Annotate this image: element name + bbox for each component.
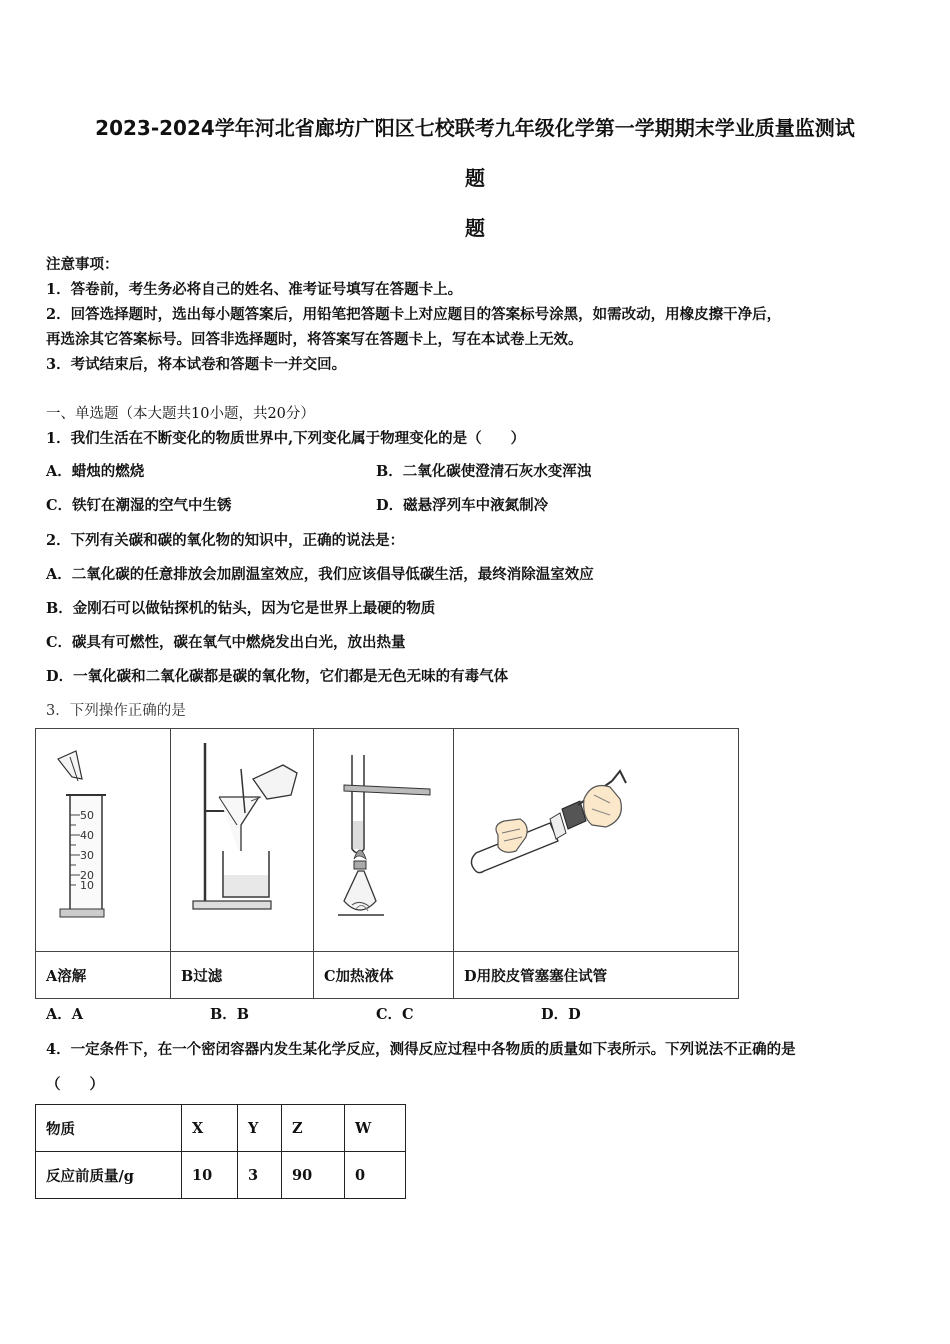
- exam-title-line3: 题: [465, 216, 485, 240]
- q4-mass-table: [35, 1104, 406, 1199]
- cell-z: 90: [282, 1152, 345, 1199]
- figure-dissolve: [36, 729, 171, 952]
- table-row: [36, 1152, 406, 1199]
- q3-operations-table: [35, 728, 739, 999]
- caption-a: A溶解: [36, 952, 171, 999]
- q3-stem: 3．下列操作正确的是: [46, 703, 186, 719]
- header-z: Z: [282, 1105, 345, 1152]
- cell-x: 10: [182, 1152, 238, 1199]
- q1-option-c: C．铁钉在潮湿的空气中生锈: [46, 497, 232, 514]
- stopper-tube-illustration: [454, 729, 738, 951]
- dissolve-illustration: [36, 729, 170, 951]
- caption-b: B过滤: [171, 952, 314, 999]
- q2-option-d: D．一氧化碳和二氧化碳都是碳的氧化物，它们都是无色无味的有毒气体: [46, 668, 509, 685]
- q4-paren: （ ）: [46, 1076, 104, 1093]
- cylinder-mark-30: 30: [80, 849, 94, 862]
- cylinder-mark-10: 10: [80, 879, 94, 892]
- caption-c: C加热液体: [314, 952, 454, 999]
- q1-stem: 1．我们生活在不断变化的物质世界中,下列变化属于物理变化的是（ ）: [46, 430, 526, 447]
- table-header-row: [36, 1105, 406, 1152]
- q1-option-b: B．二氧化碳使澄清石灰水变浑浊: [376, 463, 592, 480]
- header-w: W: [345, 1105, 406, 1152]
- notes-item-2b: 再选涂其它答案标号。回答非选择题时，将答案写在答题卡上，写在本试卷上无效。: [46, 331, 583, 348]
- q3-option-d: D．D: [541, 1006, 581, 1023]
- header-x: X: [182, 1105, 238, 1152]
- notes-item-1: 1．答卷前，考生务必将自己的姓名、准考证号填写在答题卡上。: [46, 281, 463, 298]
- q4-stem: 4．一定条件下，在一个密闭容器内发生某化学反应，测得反应过程中各物质的质量如下表所示。下列说法不正确的是: [46, 1041, 796, 1058]
- cylinder-mark-50: 50: [80, 809, 94, 822]
- section1-heading: 一、单选题（本大题共10小题，共20分）: [46, 406, 315, 422]
- notes-item-2a: 2．回答选择题时，选出每小题答案后，用铅笔把答题卡上对应题目的答案标号涂黑，如需改动，用橡皮擦干净后，: [46, 306, 782, 323]
- cell-w: 0: [345, 1152, 406, 1199]
- cylinder-mark-40: 40: [80, 829, 94, 842]
- notes-heading: 注意事项：: [46, 256, 119, 273]
- q3-option-b: B．B: [210, 1006, 250, 1023]
- filter-illustration: [171, 729, 313, 951]
- figure-stopper-tube: [454, 729, 739, 952]
- figure-filter: [171, 729, 314, 952]
- exam-title-line2: 题: [465, 166, 485, 190]
- q1-option-d: D．磁悬浮列车中液氮制冷: [376, 497, 549, 514]
- header-y: Y: [238, 1105, 282, 1152]
- caption-d: D用胶皮管塞塞住试管: [454, 952, 739, 999]
- q2-option-c: C．碳具有可燃性，碳在氧气中燃烧发出白光，放出热量: [46, 634, 406, 651]
- q2-stem: 2．下列有关碳和碳的氧化物的知识中，正确的说法是：: [46, 532, 405, 549]
- cell-y: 3: [238, 1152, 282, 1199]
- q3-option-c: C．C: [376, 1006, 414, 1023]
- exam-title-line1: 2023-2024学年河北省廊坊广阳区七校联考九年级化学第一学期期末学业质量监测试: [95, 116, 855, 140]
- header-substance: 物质: [36, 1105, 182, 1152]
- cylinder-mark-20: 20: [80, 869, 94, 882]
- row-label: 反应前质量/g: [36, 1152, 182, 1199]
- q3-option-a: A．A: [46, 1006, 84, 1023]
- figure-heat-liquid: [314, 729, 454, 952]
- q2-option-a: A．二氧化碳的任意排放会加剧温室效应，我们应该倡导低碳生活，最终消除温室效应: [46, 566, 594, 583]
- notes-item-3: 3．考试结束后，将本试卷和答题卡一并交回。: [46, 356, 347, 373]
- heat-liquid-illustration: [314, 729, 453, 951]
- q1-option-a: A．蜡烛的燃烧: [46, 463, 145, 480]
- q2-option-b: B．金刚石可以做钻探机的钻头，因为它是世界上最硬的物质: [46, 600, 436, 617]
